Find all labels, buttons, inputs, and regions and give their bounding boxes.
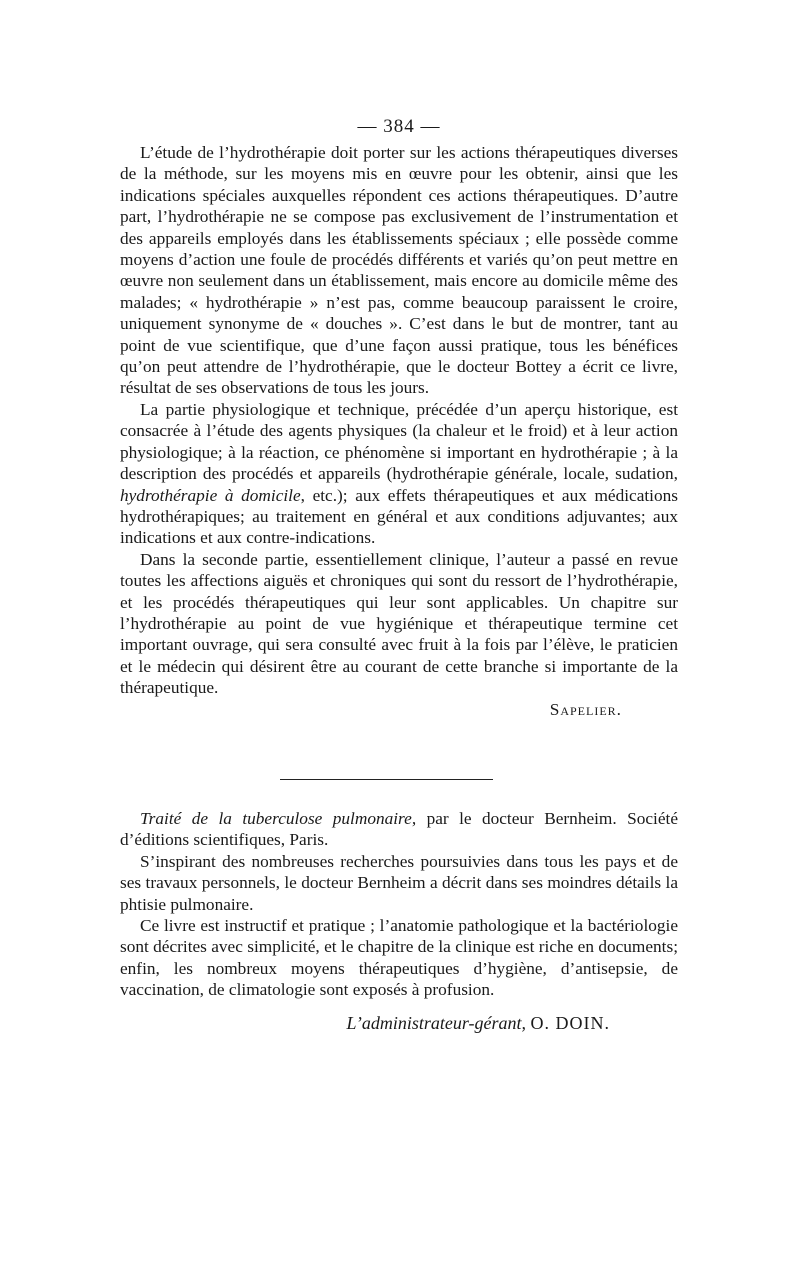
section-divider [280,779,493,780]
signature-sapelier: Sapelier. [549,699,622,719]
review1-p2-text-b: , etc.); aux effets thérapeutiques et aux médications hydrothérapiques; au traitement en général et aux conditions adjuvantes; aux indications et aux contre-indications. [120,485,678,548]
review2-title-rest: , par le docteur Bernheim. Société d’éditions scientifiques, Paris. [120,809,678,850]
administrator-signature [120,1012,678,1034]
review1-paragraph-3: Dans la seconde partie, essentiellement clinique, l’auteur a passé en revue toutes les affections aiguës et chroniques qui sont du ressort de l’hydrothérapie, et les procédés thérapeutiques qui leur sont applicables. Un chapitre sur l’hydrothérapie au point de vue hygiénique et thérapeutique termine cet important ouvrage, qui sera consulté avec fruit à la fois par l’élève, le praticien et le médecin qui désirent être au courant de cette branche si importante de la thérapeutique. [120,549,678,698]
review1-signature [120,699,678,720]
review1-p2-italic: hydrothérapie à domicile [120,485,301,505]
review-tuberculose [120,808,678,1001]
review1-p2-text-a: La partie physiologique et technique, précédée d’un aperçu historique, est consacrée à l’étude des agents physiques (la chaleur et le froid) et à leur action physiologique; à la réaction, ce phénomène si important en hydrothérapie ; à la description des procédés et appareils (hydrothérapie générale, locale, sudation, [120,399,678,484]
review1-paragraph-1: L’étude de l’hydrothérapie doit porter sur les actions thérapeutiques diverses de la méthode, sur les moyens mis en œuvre pour les obtenir, ainsi que les indications spéciales auxquelles répondent ces actions thérapeutiques. D’autre part, l’hydrothérapie ne se compose pas exclusivement de l’instrumentation et des appareils employés dans les établissements spéciaux ; elle possède comme moyens d’action une foule de procédés différents et variés qu’on peut mettre en œuvre non seulement dans un établissement, mais encore au domicile même des malades; « hydrothérapie » n’est pas, comme beaucoup paraissent le croire, uniquement synonyme de « douches ». C’est dans le but de montrer, tant au point de vue scientifique, que d’une façon aussi pratique, tous les bénéfices qu’on peut attendre de l’hydrothérapie, que le docteur Bottey a écrit ce livre, résultat de ses observations de tous les jours. [120,143,678,398]
review2-paragraph-2: S’inspirant des nombreuses recherches poursuivies dans tous les pays et de ses travaux personnels, le docteur Bernheim a décrit dans ses moindres détails la phtisie pulmonaire. [120,851,678,914]
administrator-name: O. DOIN. [530,1013,610,1033]
administrator-role: L’administrateur-gérant, [346,1013,526,1033]
review2-book-title: Traité de la tuberculose pulmonaire [140,809,412,828]
page-number: — 384 — [357,116,441,137]
review1-paragraph-2 [120,399,678,549]
review2-paragraph-1 [120,808,678,851]
review-hydrotherapie [120,142,678,720]
review2-paragraph-3: Ce livre est instructif et pratique ; l’anatomie pathologique et la bactériologie sont décrites avec simplicité, et le chapitre de la clinique est riche en documents; enfin, les nombreux moyens thérapeutiques d’hygiène, d’antisepsie, de vaccination, de climatologie sont exposés à profusion. [120,916,678,1000]
